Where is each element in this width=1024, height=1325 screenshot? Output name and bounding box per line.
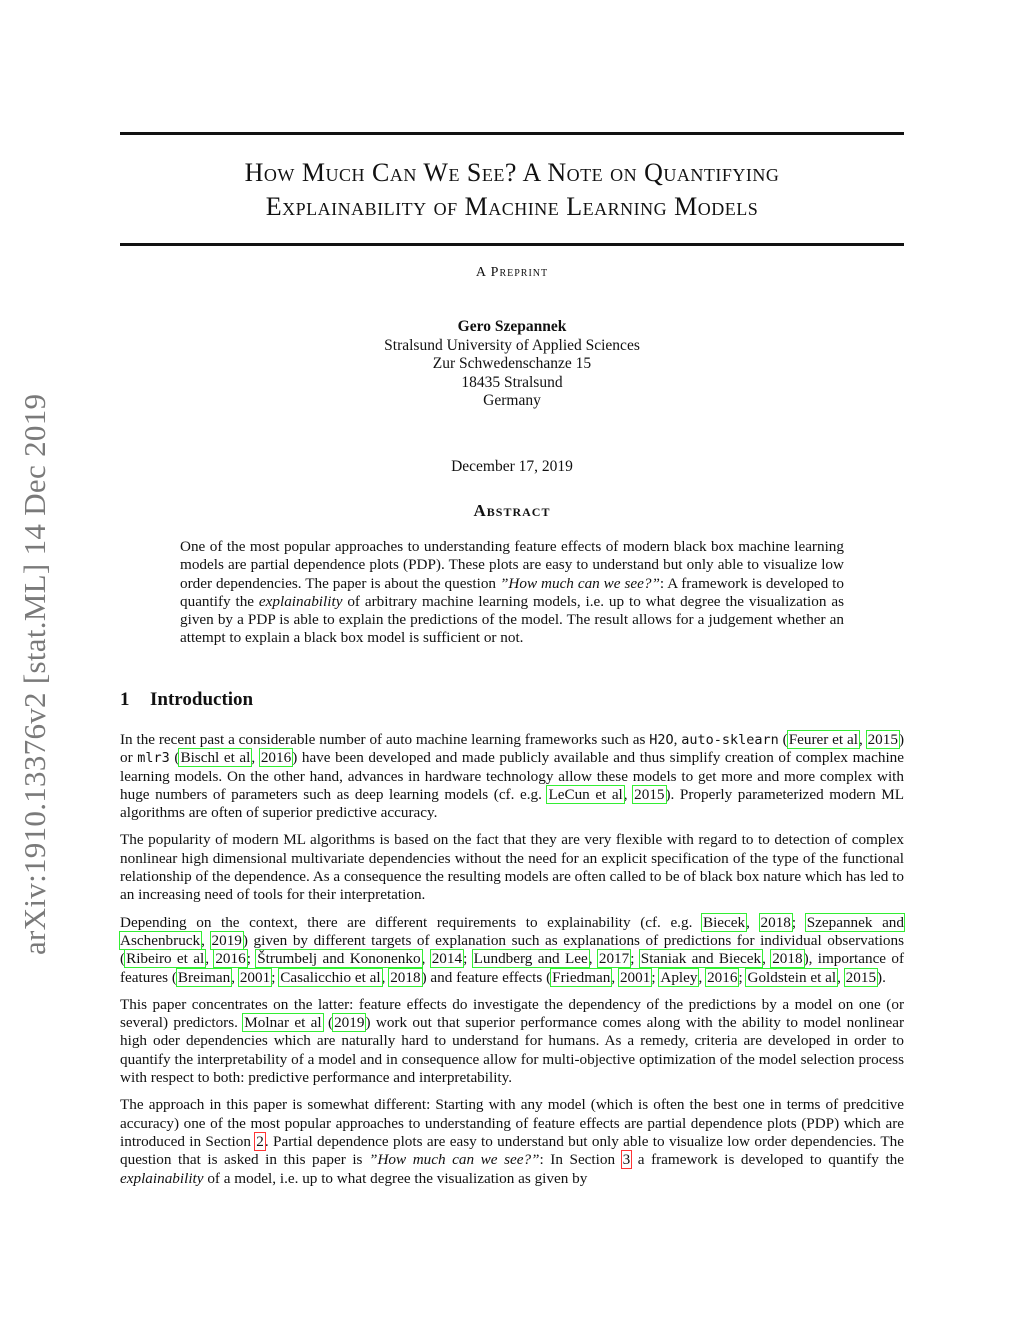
author-name: Gero Szepannek <box>457 318 567 335</box>
author-city: 18435 Stralsund <box>461 373 563 391</box>
abstract-text: One of the most popular approaches to understanding feature effects of modern black box machine learning models are partial dependence plots (PDP). These plots are easy to understand but only able to visualize low order dependencies. The paper is about the question ”How much can we see?”: A framework is developed to quantify the explainability of arbitrary machine learning models, i.e. up to what degree the visualization as given by a PDP is able to explain the predictions of the model. The result allows for a judgement whether an attempt to explain a black box model is sufficient or not. <box>180 538 844 647</box>
author-affiliation: Stralsund University of Applied Sciences <box>384 336 640 354</box>
citation-link[interactable]: 2018 <box>390 968 421 986</box>
citation-link[interactable]: 2019 <box>334 1014 365 1032</box>
citation-link[interactable]: Goldstein et al <box>747 968 837 986</box>
citation-link[interactable]: 2014 <box>431 950 463 968</box>
code-h2o: H2O <box>649 732 674 748</box>
citation-link[interactable]: Staniak and Biecek <box>640 950 762 968</box>
citation-link[interactable]: 2017 <box>598 950 630 968</box>
citation-link[interactable]: Ribeiro et al <box>126 950 205 968</box>
citation-link[interactable]: Feurer et al <box>788 731 858 748</box>
body-text <box>120 731 904 1197</box>
citation-link[interactable]: 2015 <box>634 785 665 803</box>
section-reference-link[interactable]: 2 <box>256 1132 264 1150</box>
title-line-2: Explainability of Machine Learning Models <box>265 192 759 221</box>
section-number: 1 <box>120 689 130 710</box>
paragraph-4: This paper concentrates on the latter: feature effects do investigate the dependency of the predictions by a model on one (or several) predictors. Molnar et al (2019) work out that superior performance comes along with the ability to model nonlinear high oder dependencies which are naturally hard to understand for humans. As a remedy, criteria are developed in order to quantify the interpretability of a model and in consequence allow for multi-objective optimization of the model selection process with respect to both: predictive performance and interpretability. <box>120 995 904 1087</box>
abstract-heading: Abstract <box>473 501 551 520</box>
author-block <box>120 318 904 411</box>
citation-link[interactable]: Biecek <box>702 913 746 931</box>
citation-link[interactable]: Friedman <box>552 968 611 986</box>
citation-link[interactable]: 2019 <box>211 931 242 949</box>
author-street: Zur Schwedenschanze 15 <box>432 355 592 372</box>
paper-title <box>120 156 904 224</box>
section-heading <box>120 689 253 711</box>
citation-link[interactable]: 2001 <box>239 968 271 986</box>
code-auto-sklearn: auto-sklearn <box>681 732 779 748</box>
citation-link[interactable]: Lundberg and Lee <box>473 950 588 968</box>
paragraph-2: The popularity of modern ML algorithms is based on the fact that they are very flexible with regard to to detection of complex nonlinear high dimensional multivariate dependencies without the need for an explicit specification of the type of the functional relationship of the dependence. As a consequence the resulting models are often called to be of black box nature which has led to an increasing need of tools for their interpretation. <box>120 831 904 904</box>
title-rule-top <box>120 132 904 135</box>
section-reference-link[interactable]: 3 <box>622 1151 631 1169</box>
citation-link[interactable]: 2016 <box>260 749 292 767</box>
citation-link[interactable]: 2016 <box>215 950 246 968</box>
paragraph-1: In the recent past a considerable number of auto machine learning frameworks such as H2O, auto-sklearn (Feurer et al, 2015) or mlr3 (Bischl et al, 2016) have been developed and made publicly available and thus simplify creation of complex machine learning models. On the other hand, advances in hardware technology allow these models to get more and more complex with huge numbers of parameters such as deep learning models (cf. e.g. LeCun et al, 2015). Properly parameterized modern ML algorithms are often of superior predictive accuracy. <box>120 731 905 822</box>
paper-date: December 17, 2019 <box>451 458 573 475</box>
citation-link[interactable]: Molnar et al <box>244 1014 322 1032</box>
citation-link[interactable]: Casalicchio et al <box>280 968 381 986</box>
citation-link[interactable]: Štrumbelj and Kononenko <box>257 950 421 968</box>
arxiv-identifier: arXiv:1910.13376v2 [stat.ML] 14 Dec 2019 <box>17 393 52 955</box>
citation-link[interactable]: 2018 <box>760 913 791 931</box>
paragraph-3: Depending on the context, there are different requirements to explainability (cf. e.g. Biecek, 2018; Szepannek and Aschenbruck, 2019) given by different targets of explanation such as explanations of predictions for individual observations (Ribeiro et al, 2016; Štrumbelj and Kononenko, 2014; Lundberg and Lee, 2017; Staniak and Biecek, 2018), importance of features (Breiman, 2001; Casalicchio et al, 2018) and feature effects (Friedman, 2001; Apley, 2016; Goldstein et al, 2015). <box>120 913 905 986</box>
code-mlr3: mlr3 <box>137 750 170 767</box>
citation-link[interactable]: 2018 <box>772 950 803 968</box>
citation-link[interactable]: LeCun et al <box>548 785 623 803</box>
citation-link[interactable]: Breiman <box>177 968 231 986</box>
preprint-label: A Preprint <box>475 265 549 280</box>
citation-link[interactable]: 2015 <box>867 731 898 748</box>
citation-link[interactable]: Szepannek and Aschenbruck <box>120 913 904 949</box>
citation-link[interactable]: Apley <box>660 968 698 986</box>
citation-link[interactable]: 2001 <box>619 968 651 986</box>
section-title: Introduction <box>150 689 254 710</box>
title-rule-bottom <box>120 243 904 246</box>
citation-link[interactable]: 2015 <box>845 968 877 986</box>
author-country: Germany <box>483 392 541 409</box>
citation-link[interactable]: Bischl et al <box>180 749 251 767</box>
paragraph-5: The approach in this paper is somewhat different: Starting with any model (which is often the best one in terms of predcitive accuracy) one of the most popular approaches to understanding of feature effects are partial dependence plots (PDP) which are introduced in Section 2. Partial dependence plots are easy to understand but only able to visualize low order dependencies. The question that is asked in this paper is ”How much can we see?”: In Section 3 a framework is developed to quantify the explainability of a model, i.e. up to what degree the visualization as given by <box>120 1096 904 1187</box>
citation-link[interactable]: 2016 <box>707 968 738 986</box>
title-line-1: How Much Can We See? A Note on Quantifying <box>244 158 780 187</box>
